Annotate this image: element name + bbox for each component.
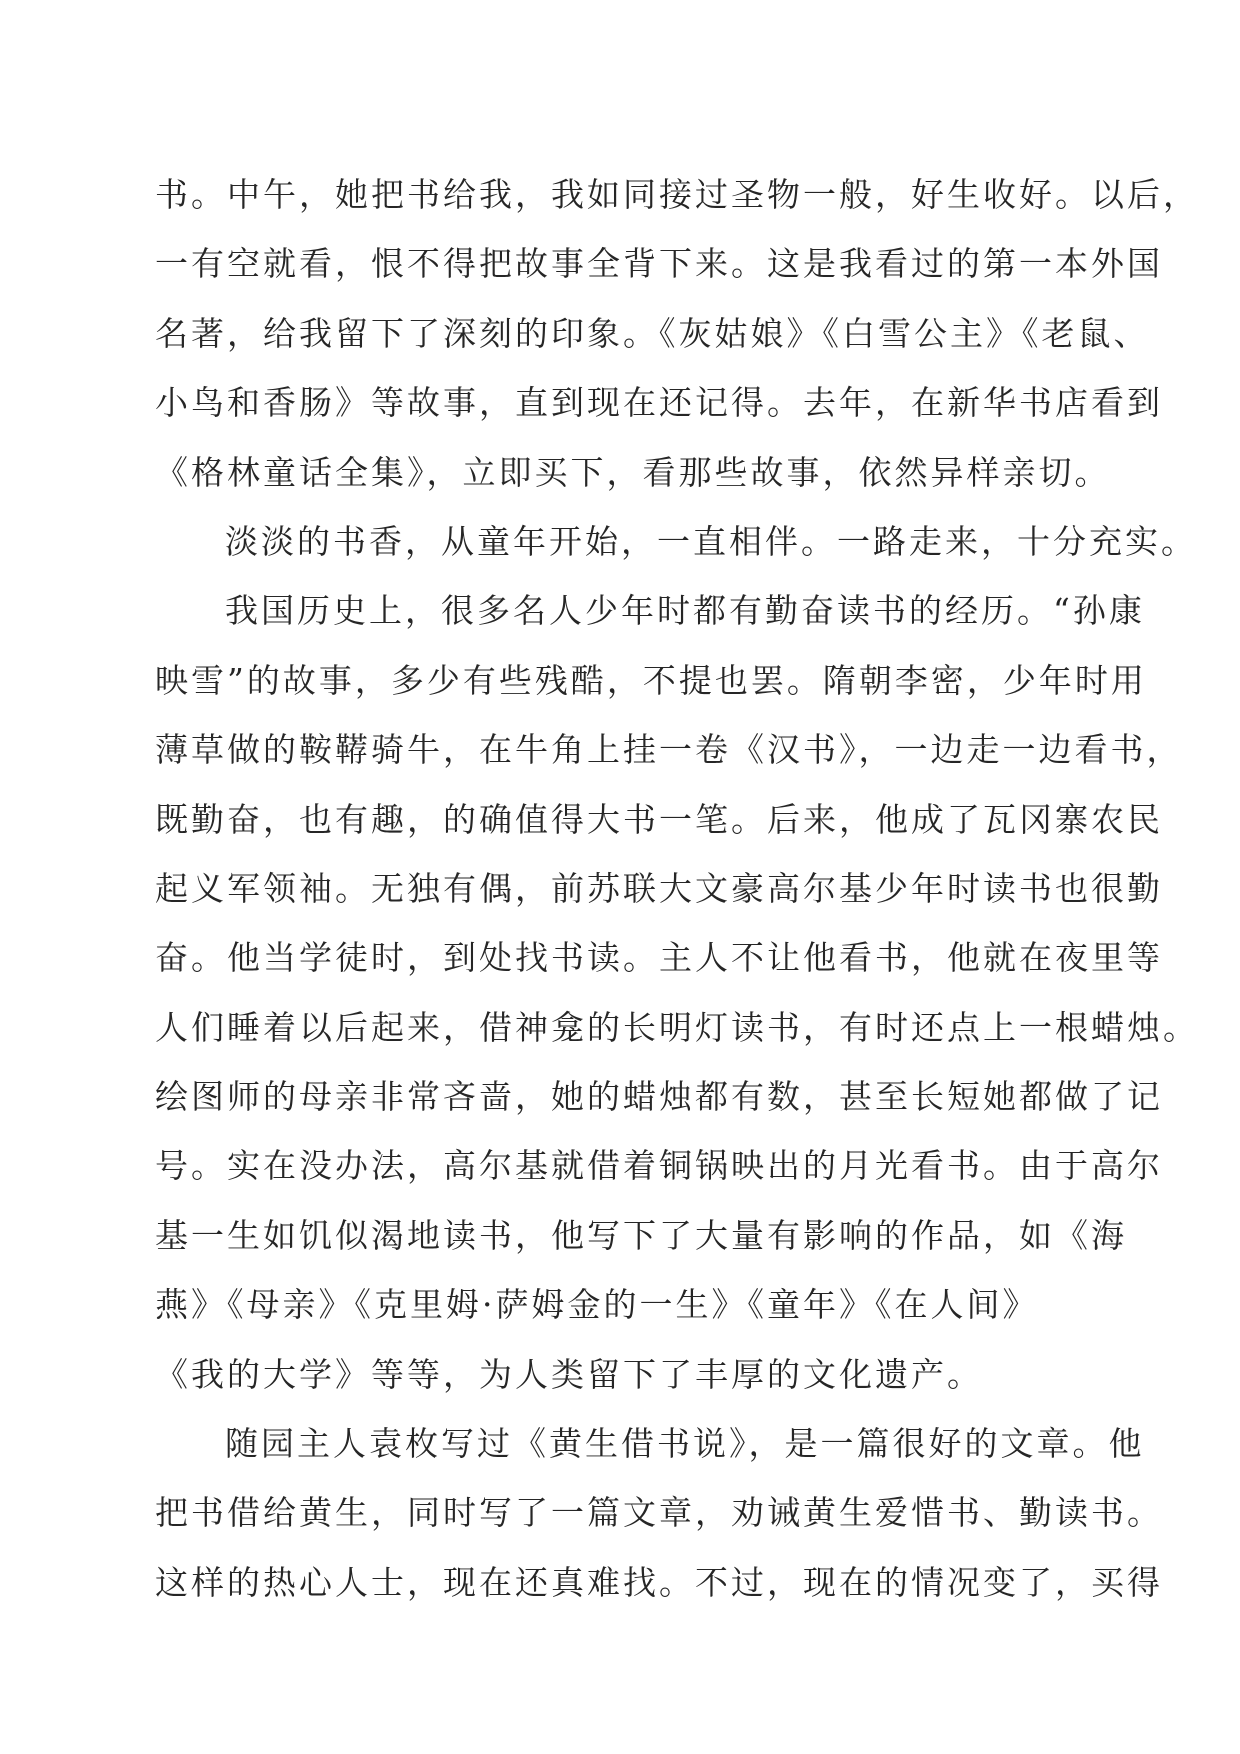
paragraph-first-line: 随园主人袁枚写过《黄生借书说》，是一篇很好的文章。他 (225, 1424, 1145, 1464)
text-line: 绘图师的母亲非常吝啬，她的蜡烛都有数，甚至长短她都做了记 (155, 1077, 1163, 1117)
text-line: 薄草做的鞍鞯骑牛，在牛角上挂一卷《汉书》，一边走一边看书， (155, 730, 1183, 770)
text-line: 起义军领袖。无独有偶，前苏联大文豪高尔基少年时读书也很勤 (155, 868, 1163, 908)
text-line: 一有空就看，恨不得把故事全背下来。这是我看过的第一本外国 (155, 244, 1163, 284)
text-line: 《我的大学》等等，为人类留下了丰厚的文化遗产。 (155, 1354, 983, 1394)
text-line: 既勤奋，也有趣，的确值得大书一笔。后来，他成了瓦冈寨农民 (155, 799, 1163, 839)
text-line: 人们睡着以后起来，借神龛的长明灯读书，有时还点上一根蜡烛。 (155, 1007, 1199, 1047)
text-line: 燕》《母亲》《克里姆·萨姆金的一生》《童年》《在人间》 (155, 1285, 1039, 1325)
text-line: 把书借给黄生，同时写了一篇文章，劝诫黄生爱惜书、勤读书。 (155, 1493, 1163, 1533)
text-line: 映雪”的故事，多少有些残酷，不提也罢。隋朝李密，少年时用 (155, 660, 1147, 700)
text-line: 这样的热心人士，现在还真难找。不过，现在的情况变了，买得 (155, 1562, 1163, 1602)
text-line: 奋。他当学徒时，到处找书读。主人不让他看书，他就在夜里等 (155, 938, 1163, 978)
body-text (155, 160, 1199, 1617)
text-line: 小鸟和香肠》等故事，直到现在还记得。去年，在新华书店看到 (155, 383, 1163, 423)
text-line: 书。中午，她把书给我，我如同接过圣物一般，好生收好。以后， (155, 175, 1199, 214)
paragraph-first-line: 淡淡的书香，从童年开始，一直相伴。一路走来，十分充实。 (225, 521, 1197, 561)
text-line: 基一生如饥似渴地读书，他写下了大量有影响的作品，如《海 (155, 1215, 1127, 1255)
text-line: 《格林童话全集》，立即买下，看那些故事，依然异样亲切。 (155, 452, 1111, 492)
text-line: 号。实在没办法，高尔基就借着铜锅映出的月光看书。由于高尔 (155, 1146, 1163, 1186)
paragraph-first-line: 我国历史上，很多名人少年时都有勤奋读书的经历。“孙康 (225, 591, 1145, 631)
text-line: 名著，给我留下了深刻的印象。《灰姑娘》《白雪公主》《老鼠、 (155, 313, 1150, 353)
